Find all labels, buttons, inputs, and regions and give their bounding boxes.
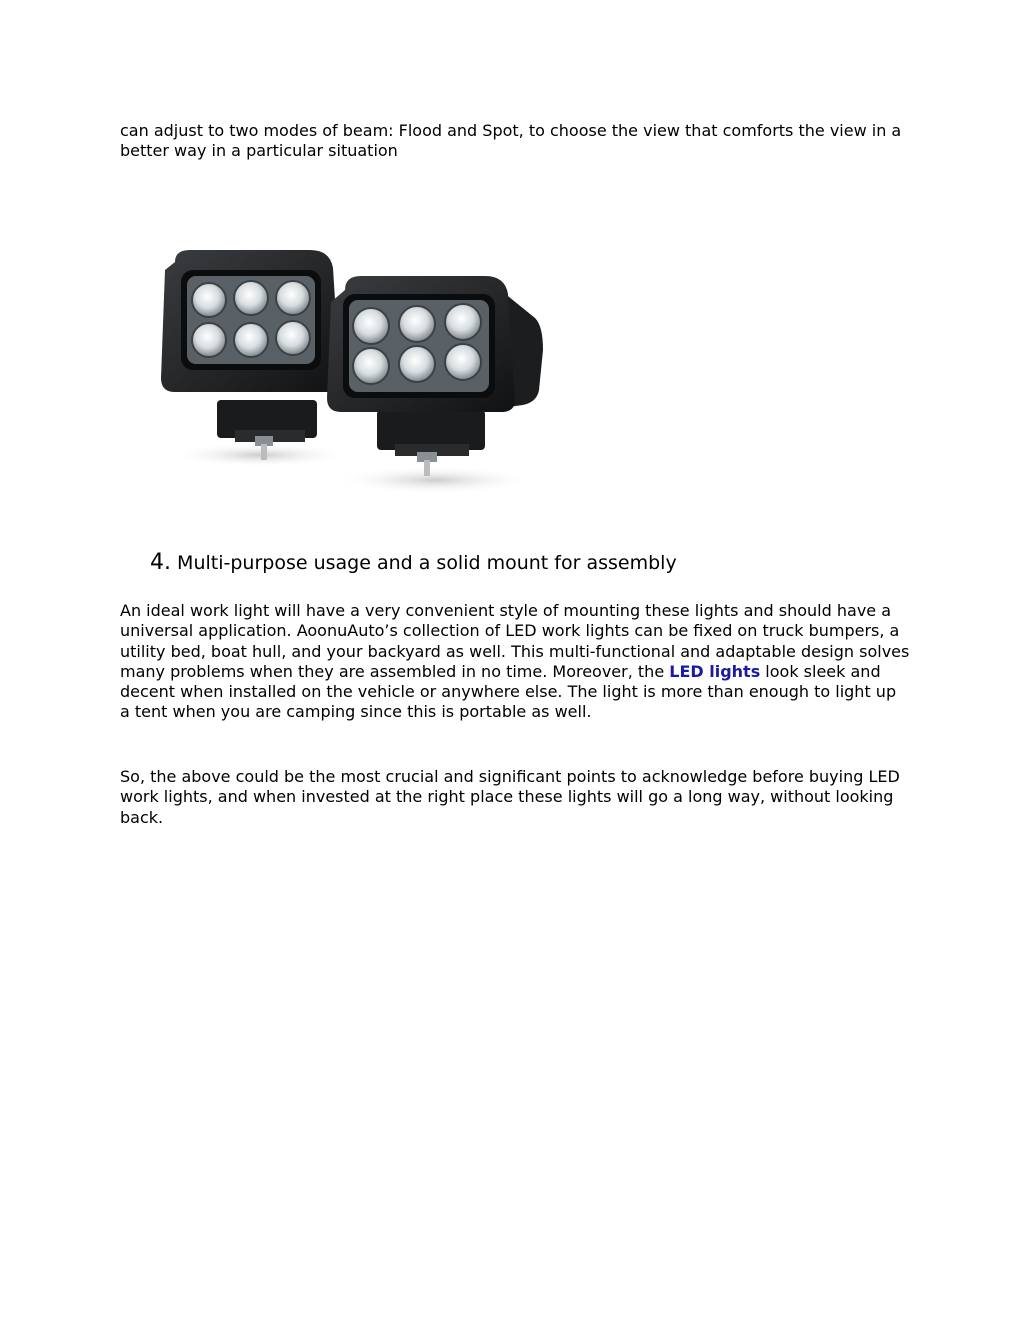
- led-lights-link[interactable]: LED lights: [669, 661, 761, 681]
- body-paragraph-2: So, the above could be the most crucial and significant points to acknowledge before buying LED work lights, and when invested at the right place these lights will go a long way, without looking back.: [120, 767, 900, 827]
- section-number: 4.: [150, 550, 171, 575]
- work-light-back: [161, 250, 350, 467]
- body-paragraph-1-end: look sleek and decent when installed on the vehicle or anywhere else. The light is more than enough to light up a tent when you are camping since this is portable as well.: [120, 661, 897, 722]
- section-heading: [150, 549, 677, 577]
- section-title: Multi-purpose usage and a solid mount for assembly: [177, 552, 677, 574]
- body-paragraph-1: [120, 601, 910, 723]
- product-image: [145, 240, 545, 500]
- intro-paragraph: can adjust to two modes of beam: Flood and Spot, to choose the view that comforts the view in a better way in a particular situation: [120, 121, 902, 161]
- body-paragraph-1-start: An ideal work light will have a very convenient style of mounting these lights and should have a universal application. AoonuAuto’s collection of LED work lights can be fixed on truck bumpers, a utility bed, boat hull, and your backyard as well. This multi-functional and adaptable design solves many problems when they are assembled in no time. Moreover, the: [120, 601, 910, 681]
- work-light-front: [327, 276, 543, 494]
